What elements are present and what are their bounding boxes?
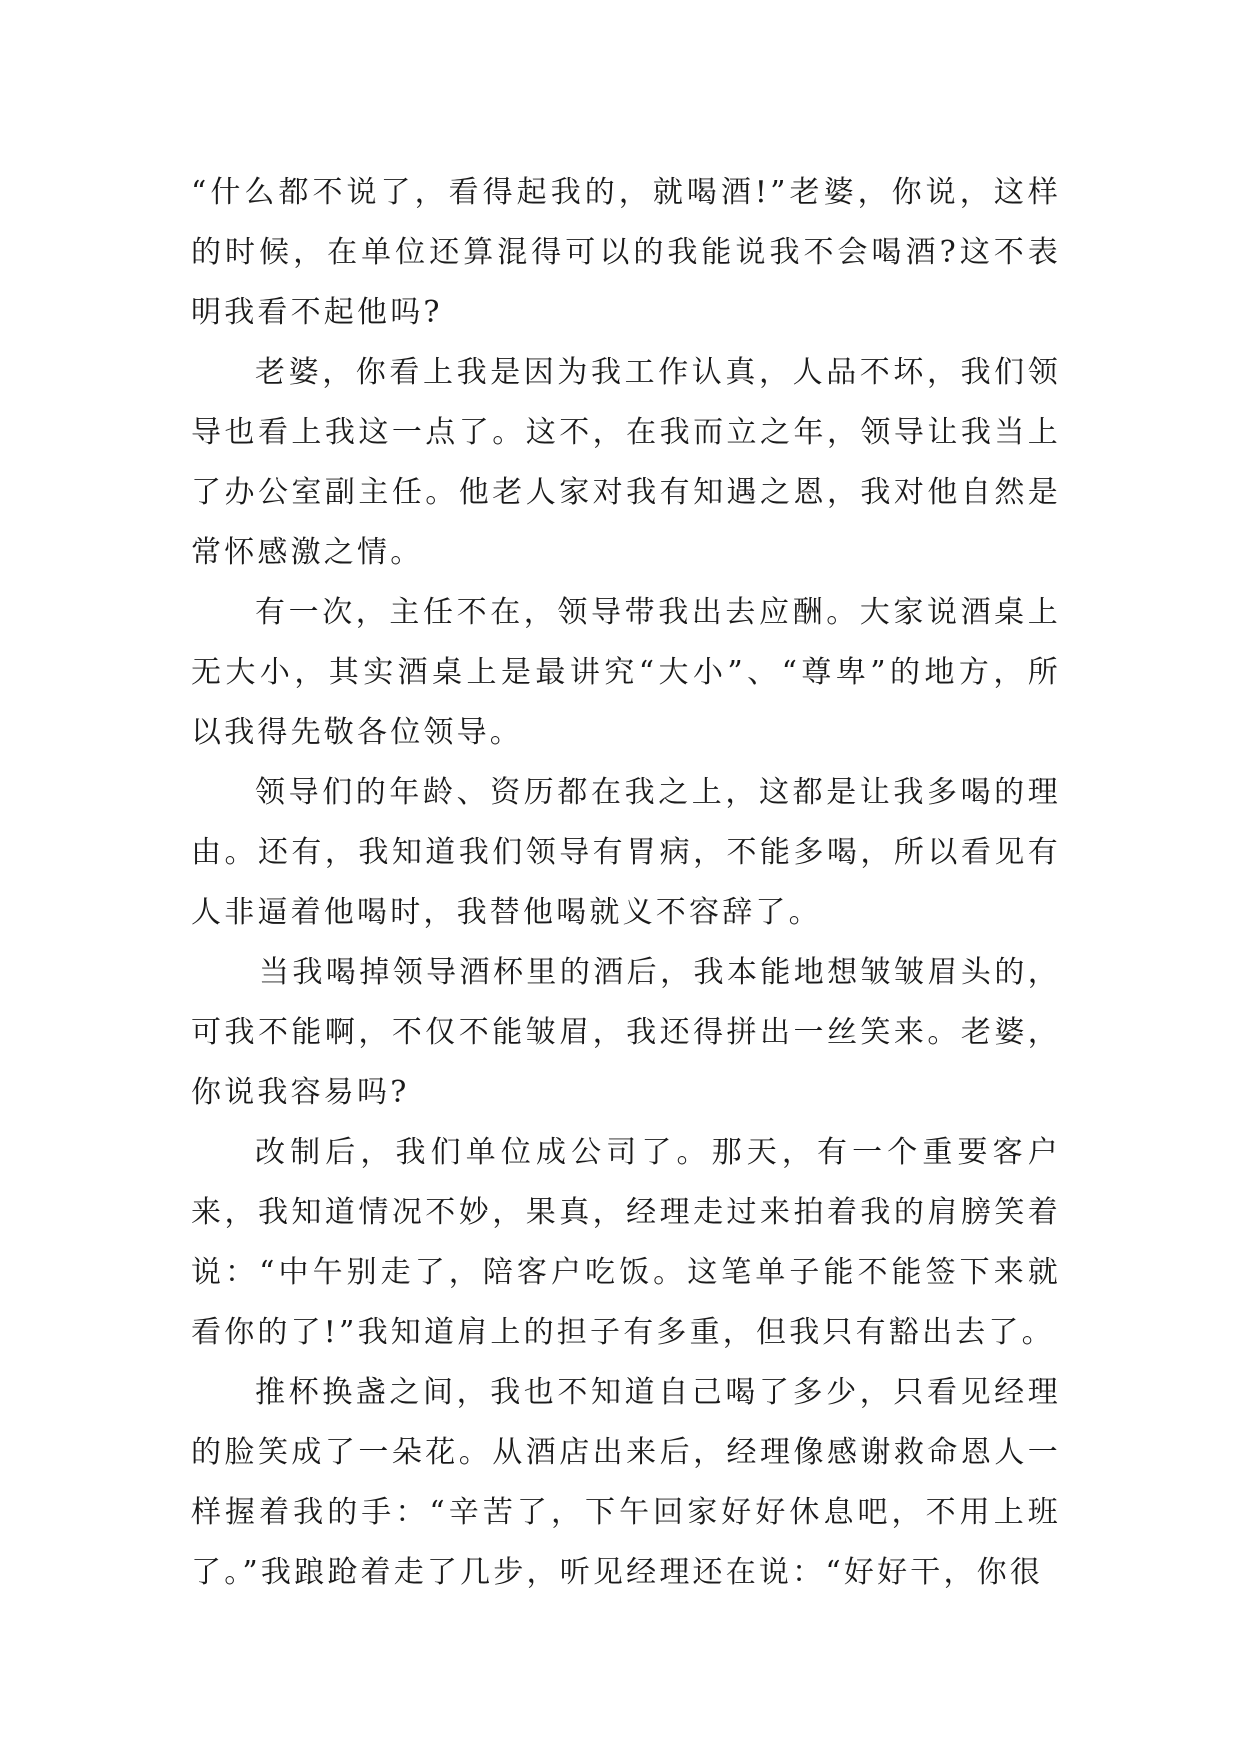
paragraph-6: 改制后，我们单位成公司了。那天，有一个重要客户来，我知道情况不妙，果真，经理走过来拍着我的肩膀笑着说：“中午别走了，陪客户吃饭。这笔单子能不能签下来就看你的了!”我知道肩上的担子有多重，但我只有豁出去了。 [191,1135,1061,1350]
paragraph-3: 有一次，主任不在，领导带我出去应酬。大家说酒桌上无大小，其实酒桌上是最讲究“大小”、“尊卑”的地方，所以我得先敬各位领导。 [191,595,1061,750]
paragraph-7: 推杯换盏之间，我也不知道自己喝了多少，只看见经理的脸笑成了一朵花。从酒店出来后，经理像感谢救命恩人一样握着我的手：“辛苦了，下午回家好好休息吧，不用上班了。”我踉跄着走了几步，听见经理还在说：“好好干，你很 [191,1375,1061,1590]
paragraph-5: 当我喝掉领导酒杯里的酒后，我本能地想皱皱眉头的，可我不能啊，不仅不能皱眉，我还得拼出一丝笑来。老婆，你说我容易吗? [191,955,1061,1110]
paragraph-2: 老婆，你看上我是因为我工作认真，人品不坏，我们领导也看上我这一点了。这不，在我而立之年，领导让我当上了办公室副主任。他老人家对我有知遇之恩，我对他自然是常怀感激之情。 [191,355,1061,570]
paragraph-4: 领导们的年龄、资历都在我之上，这都是让我多喝的理由。还有，我知道我们领导有胃病，不能多喝，所以看见有人非逼着他喝时，我替他喝就义不容辞了。 [191,775,1061,930]
document-body [191,163,1061,1603]
paragraph-1: “什么都不说了，看得起我的，就喝酒!”老婆，你说，这样的时候，在单位还算混得可以的我能说我不会喝酒?这不表明我看不起他吗? [191,175,1061,330]
